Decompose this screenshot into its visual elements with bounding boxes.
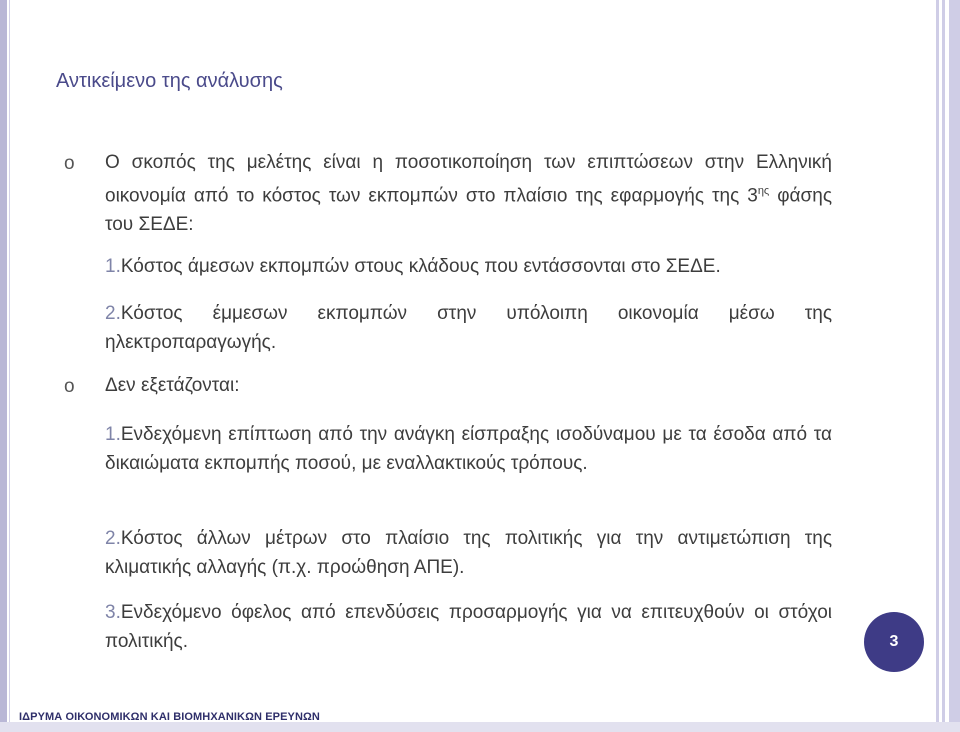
included-item-1: 1.Κόστος άμεσων εκπομπών στους κλάδους που εντάσσονται στο ΣΕΔΕ.	[105, 256, 721, 277]
left-frame-border	[0, 0, 7, 732]
bullet-marker: o	[64, 153, 75, 174]
included-item-2: 2.Κόστος έμμεσων εκπομπών στην υπόλοιπη οικονομία μέσω της ηλεκτροπαραγωγής.	[105, 303, 832, 353]
bottom-frame-border	[0, 722, 960, 732]
excluded-heading: Δεν εξετάζονται:	[105, 375, 240, 396]
excluded-item-1: 1.Ενδεχόμενη επίπτωση από την ανάγκη είσπραξης ισοδύναμου με τα έσοδα από τα δικαιώματα εκπομπής ποσού, με εναλλακτικούς τρόπους.	[105, 424, 832, 474]
excluded-item-3: 3.Ενδεχόμενο όφελος από επενδύσεις προσαρμογής για να επιτευχθούν οι στόχοι πολιτικής.	[105, 602, 832, 652]
footer-organization: ΙΔΡΥΜΑ ΟΙΚΟΝΟΜΙΚΩΝ ΚΑΙ ΒΙΟΜΗΧΑΝΙΚΩΝ ΕΡΕΥΝΩΝ	[19, 711, 320, 723]
bullet-marker: o	[64, 376, 75, 397]
intro-paragraph: Ο σκοπός της μελέτης είναι η ποσοτικοποίηση των επιπτώσεων στην Ελληνική οικονομία από το κόστος των εκπομπών στο πλαίσιο της εφαρμογής της $3^{\eta\varsigma}$ φάσης του ΣΕΔΕ:	[105, 152, 832, 236]
excluded-item-2: 2.Κόστος άλλων μέτρων στο πλαίσιο της πολιτικής για την αντιμετώπιση της κλιματικής αλλαγής (π.χ. προώθηση ΑΠΕ).	[105, 528, 832, 578]
slide-number-badge: 3	[864, 612, 924, 672]
slide-title: Αντικείμενο της ανάλυσης	[56, 70, 283, 92]
right-frame-border	[932, 0, 960, 732]
